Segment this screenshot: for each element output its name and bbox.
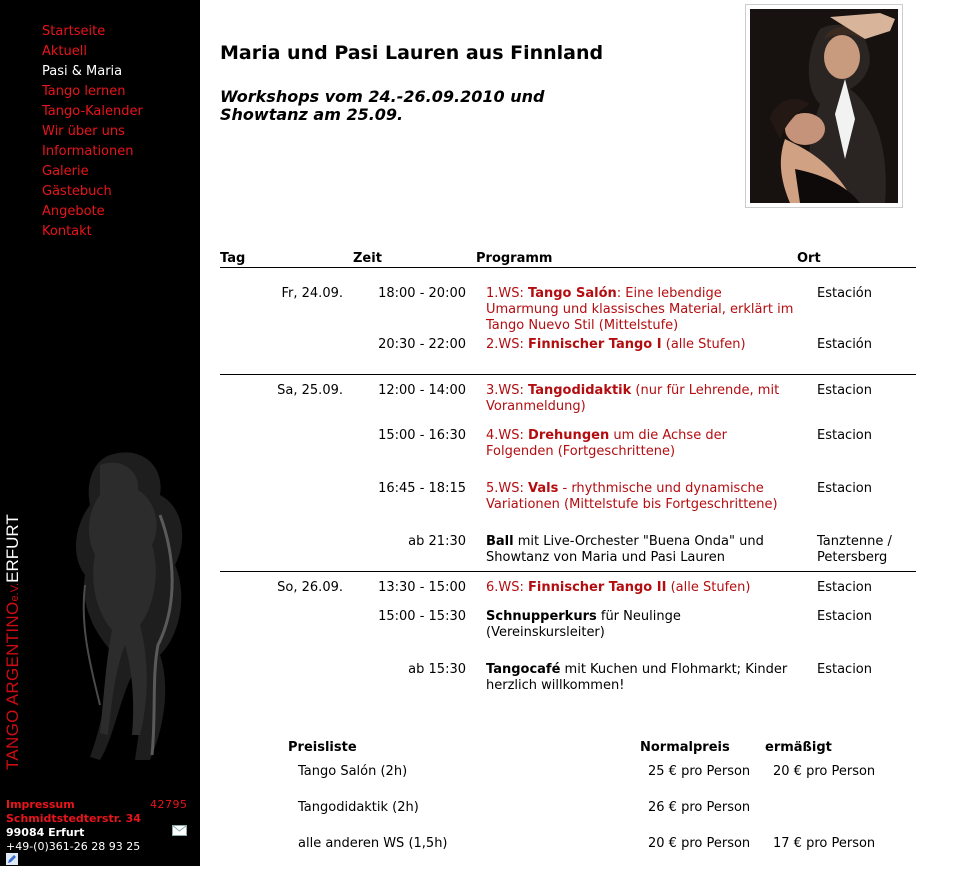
price-cell-reduced: 20 € pro Person [773, 764, 876, 779]
schedule-cell-programm [476, 337, 797, 375]
schedule-cell-zeit: 15:00 - 15:30 [378, 609, 466, 624]
workshop-description: (nur für Lehrende, mit Voranmeldung) [486, 383, 780, 414]
workshop-description: mit Kuchen und Flohmarkt; Kinder herzlich willkommen! [486, 662, 788, 693]
schedule-cell-ort: Estacion [817, 383, 873, 398]
schedule-cell-ort: Estacion [817, 428, 873, 443]
workshop-number: 5.WS: [486, 481, 529, 496]
schedule-row [220, 481, 916, 534]
phone-code: 42795 [150, 798, 188, 811]
nav-item-tango-lernen[interactable]: Tango lernen [42, 84, 126, 99]
nav-item-startseite[interactable]: Startseite [42, 24, 106, 39]
price-cell-item: Tango Salón (2h) [298, 764, 408, 779]
workshop-schedule-table [220, 250, 916, 703]
column-header-tag: Tag [220, 250, 353, 268]
page-title: Maria und Pasi Lauren aus Finnland [220, 42, 604, 64]
schedule-cell-zeit: 16:45 - 18:15 [378, 481, 466, 496]
workshop-description: - rhythmische und dynamische Variationen (Mittelstufe bis Fortgeschrittene) [486, 481, 778, 512]
schedule-row [220, 268, 916, 338]
workshop-title: Schnupperkurs [486, 609, 597, 624]
sidebar [0, 0, 200, 866]
address-street: Schmidtstedterstr. 34 [6, 812, 141, 825]
schedule-cell-tag [220, 481, 353, 534]
mail-icon[interactable] [172, 825, 187, 836]
workshop-description: für Neulinge (Vereinskursleiter) [486, 609, 681, 640]
schedule-cell-programm [476, 428, 797, 481]
schedule-row [220, 662, 916, 703]
price-cell-reduced [765, 800, 875, 836]
price-cell-item: alle anderen WS (1,5h) [298, 836, 448, 851]
edit-icon[interactable] [6, 853, 18, 865]
dancers-photo-image [750, 9, 898, 203]
schedule-cell-tag [220, 534, 353, 572]
price-cell-item: Tangodidaktik (2h) [298, 800, 419, 815]
nav-item-informationen[interactable]: Informationen [42, 144, 134, 159]
workshop-title: Tangocafé [486, 662, 561, 677]
nav-item-kontakt[interactable]: Kontakt [42, 224, 92, 239]
page-subtitle: Workshops vom 24.-26.09.2010 und Showtanz am 25.09. [220, 87, 545, 124]
schedule-cell-tag [220, 662, 353, 703]
workshop-number: 6.WS: [486, 580, 529, 595]
workshop-title: Drehungen [528, 428, 610, 443]
schedule-row [220, 609, 916, 662]
schedule-cell-tag: So, 26.09. [277, 580, 343, 595]
tango-dancers-silhouette [40, 445, 190, 765]
address-city: 99084 Erfurt [6, 826, 85, 839]
nav-item-pasi-maria[interactable]: Pasi & Maria [42, 64, 123, 79]
schedule-cell-programm [476, 572, 797, 610]
schedule-row [220, 534, 916, 572]
schedule-cell-tag [220, 337, 353, 375]
price-cell-reduced: 17 € pro Person [773, 836, 876, 851]
price-cell-normal: 26 € pro Person [648, 800, 751, 815]
workshop-title: Finnischer Tango II [528, 580, 667, 595]
schedule-cell-programm [476, 609, 797, 662]
schedule-cell-programm [476, 662, 797, 703]
schedule-cell-programm [476, 481, 797, 534]
workshop-title: Finnischer Tango I [528, 337, 662, 352]
nav-item-gaestebuch[interactable]: Gästebuch [42, 184, 112, 199]
nav-item-tango-kalender[interactable]: Tango-Kalender [42, 104, 143, 119]
schedule-cell-programm [476, 534, 797, 572]
schedule-cell-tag [220, 609, 353, 662]
price-header-normal: Normalpreis [640, 740, 730, 755]
workshop-title: Vals [528, 481, 559, 496]
schedule-row [220, 375, 916, 429]
schedule-cell-tag [220, 428, 353, 481]
schedule-cell-ort: Estacion [817, 609, 873, 624]
workshop-number: 4.WS: [486, 428, 529, 443]
workshop-number: 1.WS: [486, 286, 529, 301]
nav-item-galerie[interactable]: Galerie [42, 164, 89, 179]
dancers-photo [745, 4, 903, 208]
schedule-cell-tag: Sa, 25.09. [277, 383, 343, 398]
schedule-cell-ort: Estacion [817, 580, 873, 595]
price-row [288, 836, 875, 872]
schedule-row [220, 428, 916, 481]
workshop-number: 2.WS: [486, 337, 529, 352]
column-header-zeit: Zeit [353, 250, 476, 268]
schedule-row [220, 572, 916, 610]
club-logo-text: TANGO ARGENTINOe.V.ERFURT [3, 514, 22, 770]
workshop-number: 3.WS: [486, 383, 529, 398]
schedule-cell-ort: Estación [817, 286, 873, 301]
schedule-cell-ort: Estacion [817, 481, 873, 496]
workshop-description: (alle Stufen) [666, 580, 751, 595]
column-header-programm: Programm [476, 250, 797, 268]
schedule-cell-zeit: 12:00 - 14:00 [378, 383, 466, 398]
schedule-row [220, 337, 916, 375]
schedule-cell-ort: Tanztenne / Petersberg [797, 534, 916, 572]
schedule-cell-zeit: ab 15:30 [408, 662, 466, 677]
schedule-cell-zeit: 20:30 - 22:00 [353, 337, 476, 375]
price-cell-normal: 25 € pro Person [648, 764, 751, 779]
schedule-cell-programm [476, 268, 797, 338]
nav-item-angebote[interactable]: Angebote [42, 204, 105, 219]
schedule-cell-zeit: 18:00 - 20:00 [378, 286, 466, 301]
impressum-link[interactable]: Impressum [6, 798, 75, 811]
workshop-title: Tango Salón [528, 286, 617, 301]
schedule-cell-zeit: 15:00 - 16:30 [378, 428, 466, 443]
price-cell-normal: 20 € pro Person [648, 836, 751, 851]
workshop-description: um die Achse der Folgenden (Fortgeschrittene) [486, 428, 727, 459]
sidebar-footer [6, 798, 196, 854]
workshop-title: Tangodidaktik [528, 383, 632, 398]
workshop-description: (alle Stufen) [661, 337, 746, 352]
main-nav [42, 24, 143, 244]
schedule-cell-zeit: 13:30 - 15:00 [378, 580, 466, 595]
schedule-cell-programm [476, 375, 797, 429]
schedule-cell-tag: Fr, 24.09. [281, 286, 343, 301]
price-row [288, 764, 875, 800]
price-row [288, 800, 875, 836]
schedule-cell-zeit: ab 21:30 [353, 534, 476, 572]
nav-item-wir-ueber-uns[interactable]: Wir über uns [42, 124, 125, 139]
column-header-ort: Ort [797, 250, 916, 268]
nav-item-aktuell[interactable]: Aktuell [42, 44, 87, 59]
workshop-description: : Eine lebendige Umarmung und klassisches Material, erklärt im Tango Nuevo Stil (Mittelstufe) [486, 286, 794, 333]
workshop-description: mit Live-Orchester "Buena Onda" und Showtanz von Maria und Pasi Lauren [486, 534, 764, 565]
phone-number: +49-(0)361-26 28 93 25 [6, 840, 141, 853]
price-header-item: Preisliste [288, 740, 357, 755]
workshop-title: Ball [486, 534, 514, 549]
schedule-cell-ort: Estación [797, 337, 916, 375]
schedule-cell-ort: Estacion [817, 662, 873, 677]
price-header-reduced: ermäßigt [765, 740, 832, 755]
price-list-table [288, 740, 875, 872]
